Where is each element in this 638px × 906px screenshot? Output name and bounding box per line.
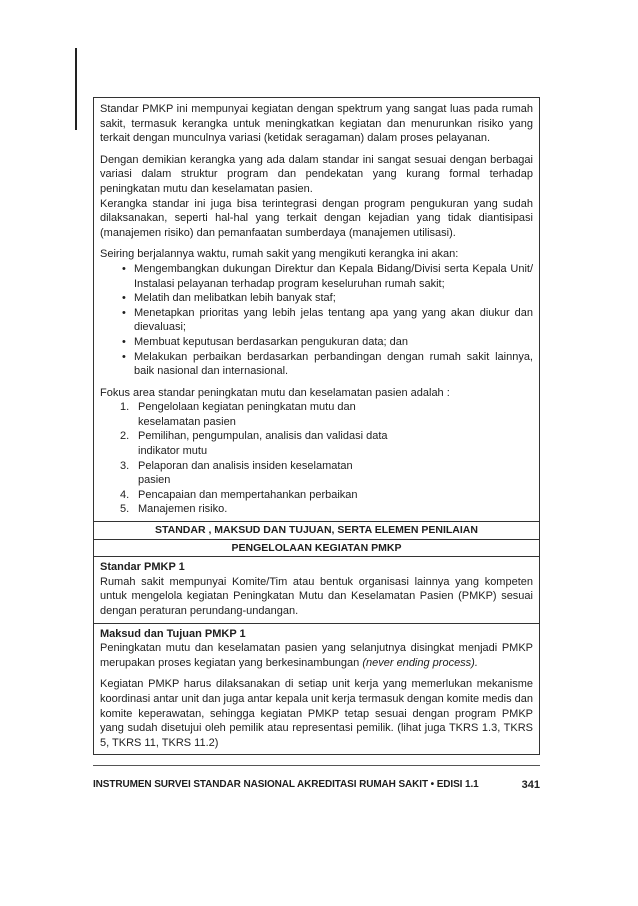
item-number: 3. xyxy=(120,459,130,472)
item-text: Manajemen risiko. xyxy=(138,503,228,516)
list-item xyxy=(120,459,388,488)
list-item: • Membuat keputusan berdasarkan pengukuran data; dan xyxy=(122,335,533,350)
maksud-paragraph-1 xyxy=(100,641,533,670)
section-heading-standar: STANDAR , MAKSUD DAN TUJUAN, SERTA ELEMEN PENILAIAN xyxy=(94,522,539,540)
outcome-list xyxy=(100,262,533,379)
maksud-title: Maksud dan Tujuan PMKP 1 xyxy=(100,627,246,640)
standar-text: Rumah sakit mempunyai Komite/Tim atau bentuk organisasi lainnya yang kompeten untuk mengelola kegiatan Peningkatan Mutu dan Keselamatan Pasien (PMKP) sesuai dengan peraturan perundang-undangan. xyxy=(100,575,533,617)
maksud-italic-text: (never ending process). xyxy=(362,656,478,669)
footer-divider xyxy=(93,765,540,766)
content-box xyxy=(93,97,540,755)
maksud-text: Peningkatan mutu dan keselamatan pasien yang selanjutnya disingkat menjadi PMKP merupakan proses kegiatan yang berkesinambungan xyxy=(100,642,533,669)
intro-paragraph-2: Dengan demikian kerangka yang ada dalam standar ini sangat sesuai dengan berbagai variasi dalam struktur program dan pendekatan yang kurang formal terhadap peningkatan mutu dan keselamatan pasien. xyxy=(100,153,533,195)
item-text: Pemilihan, pengumpulan, analisis dan validasi data indikator mutu xyxy=(138,430,388,458)
item-text: Pencapaian dan mempertahankan perbaikan xyxy=(138,488,358,501)
margin-mark xyxy=(75,48,77,130)
item-number: 2. xyxy=(120,430,130,443)
list-item: • Mengembangkan dukungan Direktur dan Kepala Bidang/Divisi serta Kepala Unit/ Instalasi pelayanan terhadap program keseluruhan rumah sakit; xyxy=(122,262,533,291)
item-text: Pelaporan dan analisis insiden keselamatan pasien xyxy=(138,459,353,487)
intro-section xyxy=(94,98,539,522)
maksud-pmkp1-section xyxy=(94,624,539,755)
list-item xyxy=(120,488,388,503)
item-number: 5. xyxy=(120,503,130,516)
list-item xyxy=(120,502,388,517)
list-item: • Menetapkan prioritas yang lebih jelas tentang apa yang yang akan diukur dan dievaluasi; xyxy=(122,306,533,335)
list-item: • Melakukan perbaikan berdasarkan perbandingan dengan rumah sakit lainnya, baik nasional dan internasional. xyxy=(122,350,533,379)
intro-paragraph-3: Kerangka standar ini juga bisa terintegrasi dengan program pengukuran yang sudah dilaksanakan, seperti hal-hal yang terkait dengan kejadian yang tidak diantisipasi (manajemen risiko) dan pemanfaatan sumberdaya (manajemen utilisasi). xyxy=(100,197,533,239)
standar-pmkp1-section xyxy=(94,557,539,623)
footer-title: INSTRUMEN SURVEI STANDAR NASIONAL AKREDITASI RUMAH SAKIT • EDISI 1.1 xyxy=(93,779,479,790)
intro-paragraph-4: Seiring berjalannya waktu, rumah sakit yang mengikuti kerangka ini akan: xyxy=(100,248,459,261)
section-heading-pengelolaan: PENGELOLAAN KEGIATAN PMKP xyxy=(94,540,539,558)
focus-list xyxy=(100,400,533,517)
list-item xyxy=(120,429,388,458)
maksud-paragraph-2: Kegiatan PMKP harus dilaksanakan di setiap unit kerja yang memerlukan mekanisme koordinasi antar unit dan juga antar kepala unit kerja termasuk dengan komite medis dan komite keperawatan, sehingga kegiatan PMKP tetap sesuai dengan program PMKP yang sudah disetujui oleh pemilik atau representasi pemilik. (lihat juga TKRS 1.3, TKRS 5, TKRS 11, TKRS 11.2) xyxy=(100,678,533,749)
standar-title: Standar PMKP 1 xyxy=(100,561,185,574)
item-number: 4. xyxy=(120,488,130,501)
intro-paragraph-1: Standar PMKP ini mempunyai kegiatan dengan spektrum yang sangat luas pada rumah sakit, termasuk kerangka untuk meningkatkan kegiatan dan menurunkan risiko yang terkait dengan munculnya variasi (ketidak seragaman) dalam proses pelayanan. xyxy=(100,103,533,145)
list-item xyxy=(120,400,388,429)
list-item: • Melatih dan melibatkan lebih banyak staf; xyxy=(122,291,533,306)
item-text: Pengelolaan kegiatan peningkatan mutu dan keselamatan pasien xyxy=(138,401,356,428)
item-number: 1. xyxy=(120,401,130,414)
focus-intro: Fokus area standar peningkatan mutu dan keselamatan pasien adalah : xyxy=(100,386,450,399)
page-number: 341 xyxy=(521,779,540,791)
